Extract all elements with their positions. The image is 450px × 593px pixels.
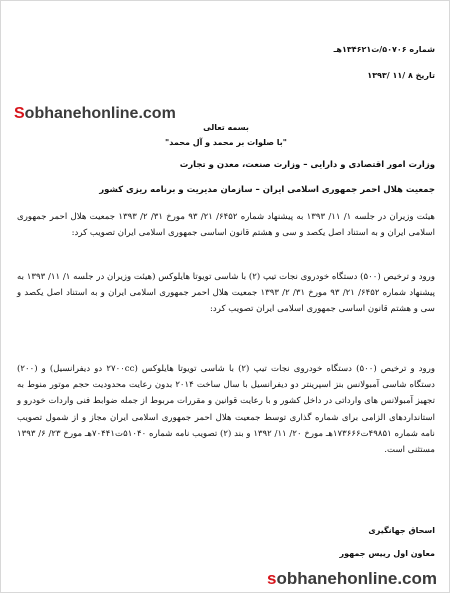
- watermark-top: [14, 105, 176, 123]
- watermark-bottom-text: obhanehonline.com: [276, 569, 437, 588]
- signer-title: معاون اول رییس جمهور: [339, 549, 435, 558]
- body-paragraph-1: هیئت وزیران در جلسه ۱/ ۱۱/ ۱۳۹۳ به پیشنهاد شماره ۶۴۵۲/ ۲۱/ ۹۳ مورخ ۳۱/ ۲/ ۱۳۹۳ جمعیت هلال احمر جمهوری اسلامی ایران و به استناد اصل یکصد و سی و هشتم قانون اساسی جمهوری اسلامی ایران تصویب کرد:: [17, 212, 435, 239]
- decree-number: شماره ۵۰۷۰۶/ت۱۳۴۶۲۱هـ: [333, 45, 435, 54]
- basmala: بسمه تعالی: [203, 123, 249, 132]
- decree-date: تاریخ ۸ /۱۱ /۱۳۹۳: [367, 71, 435, 80]
- recipients-line-2: جمعیت هلال احمر جمهوری اسلامی ایران – سازمان مدیریت و برنامه ریزی کشور: [99, 185, 435, 195]
- watermark-bottom: [267, 569, 437, 589]
- salavat: "با صلوات بر محمد و آل محمد": [165, 138, 287, 147]
- watermark-top-text: obhanehonline.com: [24, 105, 176, 122]
- recipients-line-1: وزارت امور اقتصادی و دارایی – وزارت صنعت، معدن و تجارت: [179, 160, 435, 170]
- watermark-top-initial: S: [14, 105, 25, 122]
- body-paragraph-3: ورود و ترخیص (۵۰۰) دستگاه خودروی نجات تیپ (۲) با شاسی تویوتا هایلوکس (۲۷۰۰cc دو دیفرانسیل) و (۲۰۰) دستگاه شاسی آمبولانس بنز اسپرینتر دو دیفرانسیل با سال ساخت ۲۰۱۴ بدون رعایت محدودیت حجم موتور منوط به تجهیز آمبولانس های وارداتی در داخل کشور و با رعایت قوانین و مقررات مربوط از جمله ضوابط فنی واردات خودرو و استانداردهای الزامی برای شماره گذاری توسط جمعیت هلال احمر جمهوری اسلامی ایران مجاز و از شمول تصویب نامه شماره ۴۹۸۵۱ت۱۷۳۶۶۶هـ مورخ ۲۰/ ۱۱/ ۱۳۹۲ و بند (۲) تصویب نامه شماره ۵۱۰۴۰ت۷۰۴۴۱هـ مورخ ۲۳/ ۶/ ۱۳۹۳ مستثنی است.: [17, 364, 435, 456]
- body-paragraph-2: ورود و ترخیص (۵۰۰) دستگاه خودروی نجات تیپ (۲) با شاسی تویوتا هایلوکس (هیئت وزیران در جلسه ۱/ ۱۱/ ۱۳۹۳ به پیشنهاد شماره ۶۴۵۲/ ۲۱/ ۹۳ مورخ ۳۱/ ۲/ ۱۳۹۳ جمعیت هلال احمر جمهوری اسلامی ایران و به استناد اصل یکصد و سی و هشتم قانون اساسی جمهوری اسلامی ایران تصویب کرد:: [17, 272, 435, 315]
- signer-name: اسحاق جهانگیری: [368, 526, 435, 535]
- watermark-bottom-initial: s: [266, 569, 277, 588]
